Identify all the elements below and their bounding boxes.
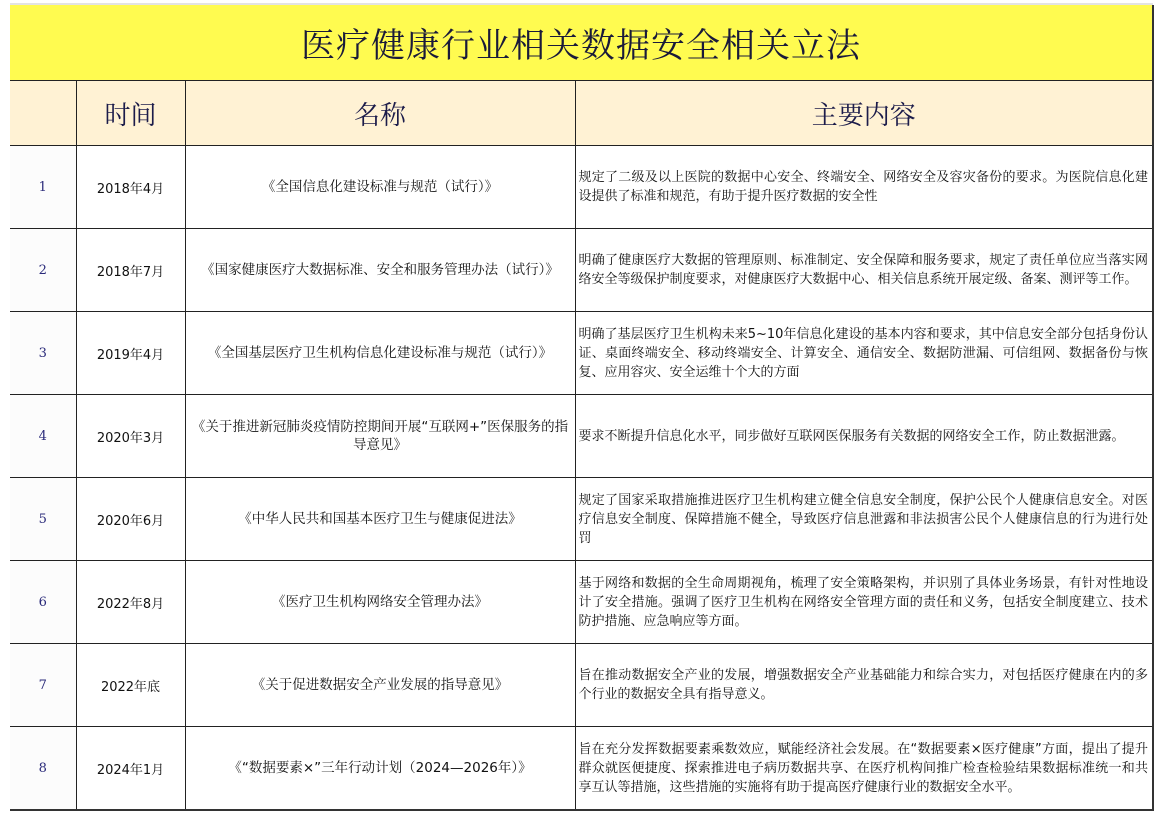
page-title: 医疗健康行业相关数据安全相关立法 [10,5,1153,81]
table-row [10,644,1153,727]
row-name: 《“数据要素×”三年行动计划（2024—2026年）》 [185,727,575,811]
header-index [10,81,76,146]
row-content: 明确了健康医疗大数据的管理原则、标准制定、安全保障和服务要求，规定了责任单位应当落实网络安全等级保护制度要求，对健康医疗大数据中心、相关信息系统开展定级、备案、测评等工作。 [575,229,1153,312]
row-content: 明确了基层医疗卫生机构未来5~10年信息化建设的基本内容和要求，其中信息安全部分包括身份认证、桌面终端安全、移动终端安全、计算安全、通信安全、数据防泄漏、可信组网、数据备份与恢复、应用容灾、安全运维十个大的方面 [575,312,1153,395]
row-index: 8 [10,727,76,811]
row-time: 2018年4月 [76,146,185,229]
table-row [10,478,1153,561]
row-content: 基于网络和数据的全生命周期视角，梳理了安全策略架构，并识别了具体业务场景，有针对性地设计了安全措施。强调了医疗卫生机构在网络安全管理方面的责任和义务，包括安全制度建立、技术防护措施、应急响应等方面。 [575,561,1153,644]
row-content: 规定了二级及以上医院的数据中心安全、终端安全、网络安全及容灾备份的要求。为医院信息化建设提供了标准和规范，有助于提升医疗数据的安全性 [575,146,1153,229]
row-content: 规定了国家采取措施推进医疗卫生机构建立健全信息安全制度，保护公民个人健康信息安全。对医疗信息安全制度、保障措施不健全，导致医疗信息泄露和非法损害公民个人健康信息的行为进行处罚 [575,478,1153,561]
table-row [10,561,1153,644]
table-row [10,727,1153,811]
row-time: 2020年6月 [76,478,185,561]
row-time: 2022年8月 [76,561,185,644]
header-name: 名称 [185,81,575,146]
row-index: 2 [10,229,76,312]
row-time: 2019年4月 [76,312,185,395]
row-time: 2024年1月 [76,727,185,811]
row-index: 4 [10,395,76,478]
table-row [10,229,1153,312]
row-time: 2020年3月 [76,395,185,478]
row-name: 《医疗卫生机构网络安全管理办法》 [185,561,575,644]
table-row [10,146,1153,229]
table-row [10,395,1153,478]
title-row [10,5,1153,81]
row-content: 旨在推动数据安全产业的发展，增强数据安全产业基础能力和综合实力，对包括医疗健康在内的多个行业的数据安全具有指导意义。 [575,644,1153,727]
row-name: 《中华人民共和国基本医疗卫生与健康促进法》 [185,478,575,561]
row-index: 1 [10,146,76,229]
row-name: 《国家健康医疗大数据标准、安全和服务管理办法（试行）》 [185,229,575,312]
row-index: 6 [10,561,76,644]
row-name: 《关于促进数据安全产业发展的指导意见》 [185,644,575,727]
row-index: 5 [10,478,76,561]
header-time: 时间 [76,81,185,146]
legislation-table-sheet [10,5,1153,811]
row-content: 旨在充分发挥数据要素乘数效应，赋能经济社会发展。在“数据要素×医疗健康”方面，提出了提升群众就医便捷度、探索推进电子病历数据共享、在医疗机构间推广检查检验结果数据标准统一和共享互认等措施，这些措施的实施将有助于提高医疗健康行业的数据安全水平。 [575,727,1153,811]
row-name: 《全国信息化建设标准与规范（试行）》 [185,146,575,229]
row-time: 2018年7月 [76,229,185,312]
row-name: 《关于推进新冠肺炎疫情防控期间开展“互联网+”医保服务的指导意见》 [185,395,575,478]
header-row [10,81,1153,146]
row-index: 7 [10,644,76,727]
legislation-table [10,5,1154,811]
row-time: 2022年底 [76,644,185,727]
row-name: 《全国基层医疗卫生机构信息化建设标准与规范（试行）》 [185,312,575,395]
table-row [10,312,1153,395]
row-index: 3 [10,312,76,395]
header-content: 主要内容 [575,81,1153,146]
row-content: 要求不断提升信息化水平，同步做好互联网医保服务有关数据的网络安全工作，防止数据泄露。 [575,395,1153,478]
